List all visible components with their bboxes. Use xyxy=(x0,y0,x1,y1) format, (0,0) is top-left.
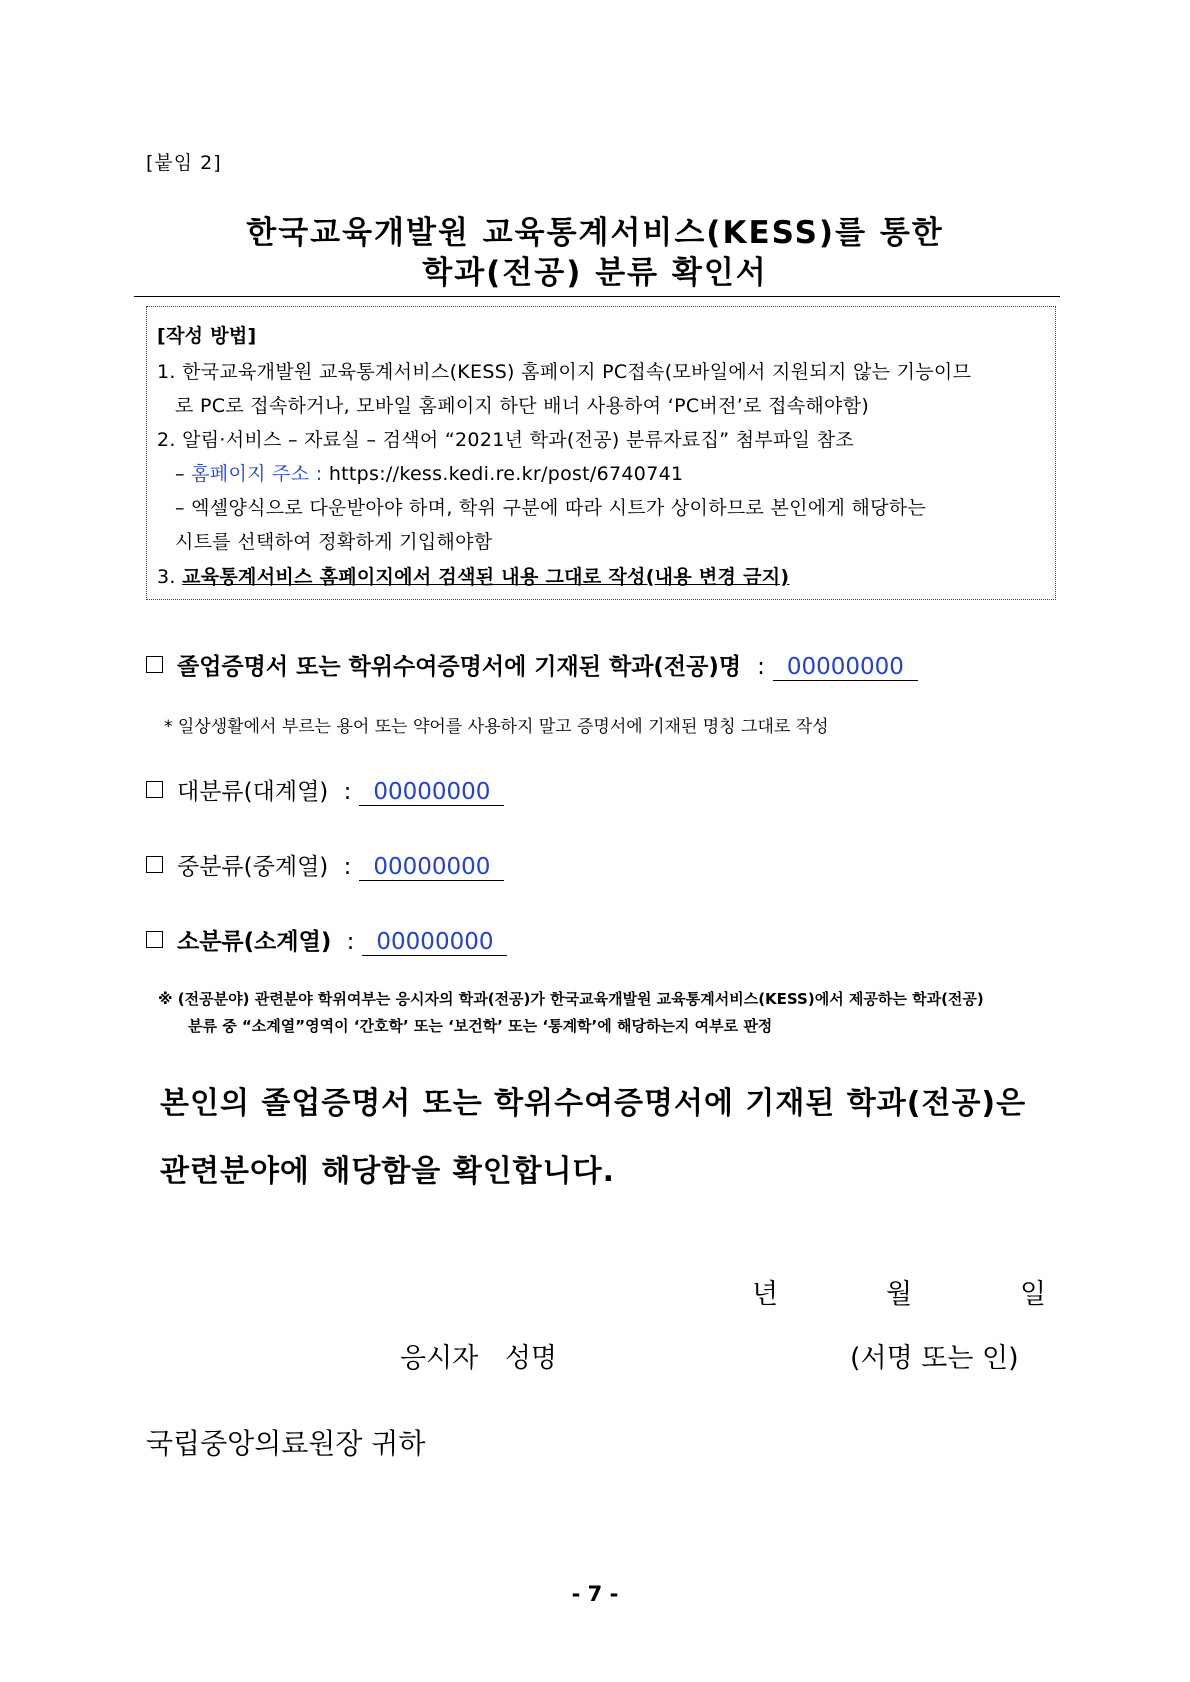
confirmation-line1: 본인의 졸업증명서 또는 학위수여증명서에 기재된 학과(전공)은 xyxy=(160,1086,1027,1121)
major-class-checkbox[interactable] xyxy=(146,781,163,798)
confirmation-line2: 관련분야에 해당함을 확인합니다. xyxy=(160,1154,616,1189)
dept-colon: : xyxy=(757,654,765,680)
instruction-item-2: 2. 알림·서비스 – 자료실 – 검색어 “2021년 학과(전공) 분류자료집” 첨부파일 참조 xyxy=(157,429,854,451)
excel-note-cont: 시트를 선택하여 정확하게 기입해야함 xyxy=(175,531,493,553)
signature-hint: (서명 또는 인) xyxy=(850,1343,1019,1374)
minor-class-label: 소분류(소계열) xyxy=(177,929,332,955)
reference-note-line2: 분류 중 “소계열”영역이 ‘간호학’ 또는 ‘보건학’ 또는 ‘통계학’에 해당하는지 여부로 판정 xyxy=(188,1017,773,1035)
major-class-field xyxy=(146,773,504,806)
homepage-address-row xyxy=(175,459,683,486)
major-class-value[interactable]: 00000000 xyxy=(359,779,504,806)
dept-note: * 일상생활에서 부르는 용어 또는 약어를 사용하지 말고 증명서에 기재된 명칭 그대로 작성 xyxy=(164,717,829,737)
minor-class-field xyxy=(146,923,507,956)
dept-label: 졸업증명서 또는 학위수여증명서에 기재된 학과(전공)명 xyxy=(177,654,742,680)
addressee: 국립중앙의료원장 귀하 xyxy=(146,1427,426,1460)
instruction-item-3-text: 교육통계서비스 홈페이지에서 검색된 내용 그대로 작성(내용 변경 금지) xyxy=(182,566,790,588)
middle-class-value[interactable]: 00000000 xyxy=(359,854,504,881)
dept-name-field xyxy=(146,648,918,681)
homepage-label: 홈페이지 주소 : xyxy=(191,463,323,485)
instruction-item-1: 1. 한국교육개발원 교육통계서비스(KESS) 홈페이지 PC접속(모바일에서 지원되지 않는 기능이므 xyxy=(157,361,972,383)
title-divider xyxy=(134,296,1060,297)
middle-class-label: 중분류(중계열) xyxy=(177,854,329,880)
date-year: 년 xyxy=(752,1279,779,1310)
excel-note: – 엑셀양식으로 다운받아야 하며, 학위 구분에 따라 시트가 상이하므로 본인에게 해당하는 xyxy=(175,497,927,519)
middle-class-checkbox[interactable] xyxy=(146,856,163,873)
minor-class-checkbox[interactable] xyxy=(146,931,163,948)
homepage-url[interactable]: https://kess.kedi.re.kr/post/6740741 xyxy=(328,463,684,485)
instruction-item-3 xyxy=(157,562,789,589)
instruction-item-3-number: 3. xyxy=(157,566,176,588)
homepage-dash: – xyxy=(175,463,185,485)
document-title-line2: 학과(전공) 분류 확인서 xyxy=(422,255,768,291)
minor-class-colon: : xyxy=(346,929,355,955)
major-class-label: 대분류(대계열) xyxy=(177,779,329,805)
minor-class-value[interactable]: 00000000 xyxy=(362,929,507,956)
date-month: 월 xyxy=(886,1279,913,1310)
instructions-heading: [작성 방법] xyxy=(157,325,257,347)
reference-note-line1: ※ (전공분야) 관련분야 학위여부는 응시자의 학과(전공)가 한국교육개발원 교육통계서비스(KESS)에서 제공하는 학과(전공) xyxy=(158,990,984,1008)
instructions-box xyxy=(146,306,1056,600)
dept-checkbox[interactable] xyxy=(146,656,163,673)
page-number: - 7 - xyxy=(571,1582,619,1606)
middle-class-field xyxy=(146,848,504,881)
document-title-line1: 한국교육개발원 교육통계서비스(KESS)를 통한 xyxy=(246,215,944,251)
date-day: 일 xyxy=(1020,1279,1047,1310)
major-class-colon: : xyxy=(343,779,352,805)
dept-value[interactable]: 00000000 xyxy=(773,654,918,681)
middle-class-colon: : xyxy=(343,854,352,880)
instruction-item-1-cont: 로 PC로 접속하거나, 모바일 홈페이지 하단 배너 사용하여 ‘PC버전’로 접속해야함) xyxy=(175,395,870,417)
applicant-name-label: 응시자 성명 xyxy=(400,1343,557,1374)
attachment-label: [붙임 2] xyxy=(146,152,222,174)
